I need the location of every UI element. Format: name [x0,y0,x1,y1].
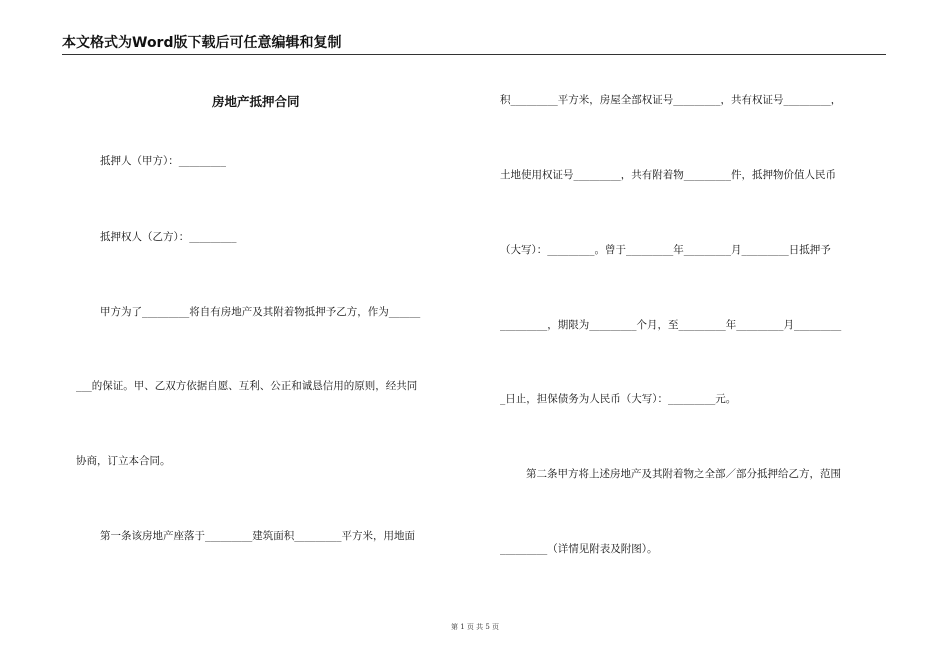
document-title: 房地产抵押合同 [212,94,300,109]
right-line-scope: _________（详情见附表及附图）。 [500,543,658,555]
right-line-land-cert: 土地使用权证号_________，共有附着物_________件，抵押物价值人民币 [500,169,836,181]
right-line-debt: _日止，担保债务为人民币（大写）：_________元。 [500,393,737,405]
left-line-principle: ___的保证。甲、乙双方依据自愿、互利、公正和诚恳信用的原则，经共同 [76,380,418,392]
left-line-article-one: 第一条该房地产座落于_________建筑面积_________平方米，用地面 [100,530,415,542]
left-line-mortgagee: 抵押权人（乙方）：_________ [100,231,237,243]
right-line-term: _________，期限为_________个月，至_________年_________月_________ [500,319,842,331]
left-line-purpose: 甲方为了_________将自有房地产及其附着物抵押予乙方，作为______ [100,306,421,318]
right-line-prior-mortgage: （大写）：_________。曾于_________年_________月_________日抵押予 [500,244,831,256]
right-line-area: 积_________平方米，房屋全部权证号_________，共有权证号_________， [500,94,842,106]
page-header [62,34,886,55]
right-line-article-two: 第二条甲方将上述房地产及其附着物之全部／部分抵押给乙方，范围 [526,468,841,480]
left-line-lessor: 抵押人（甲方）：_________ [100,155,226,167]
left-line-agreement: 协商，订立本合同。 [76,455,171,467]
page-footer: 第 1 页 共 5 页 [450,623,500,631]
header-text: 本文格式为Word版下载后可任意编辑和复制 [62,35,342,51]
